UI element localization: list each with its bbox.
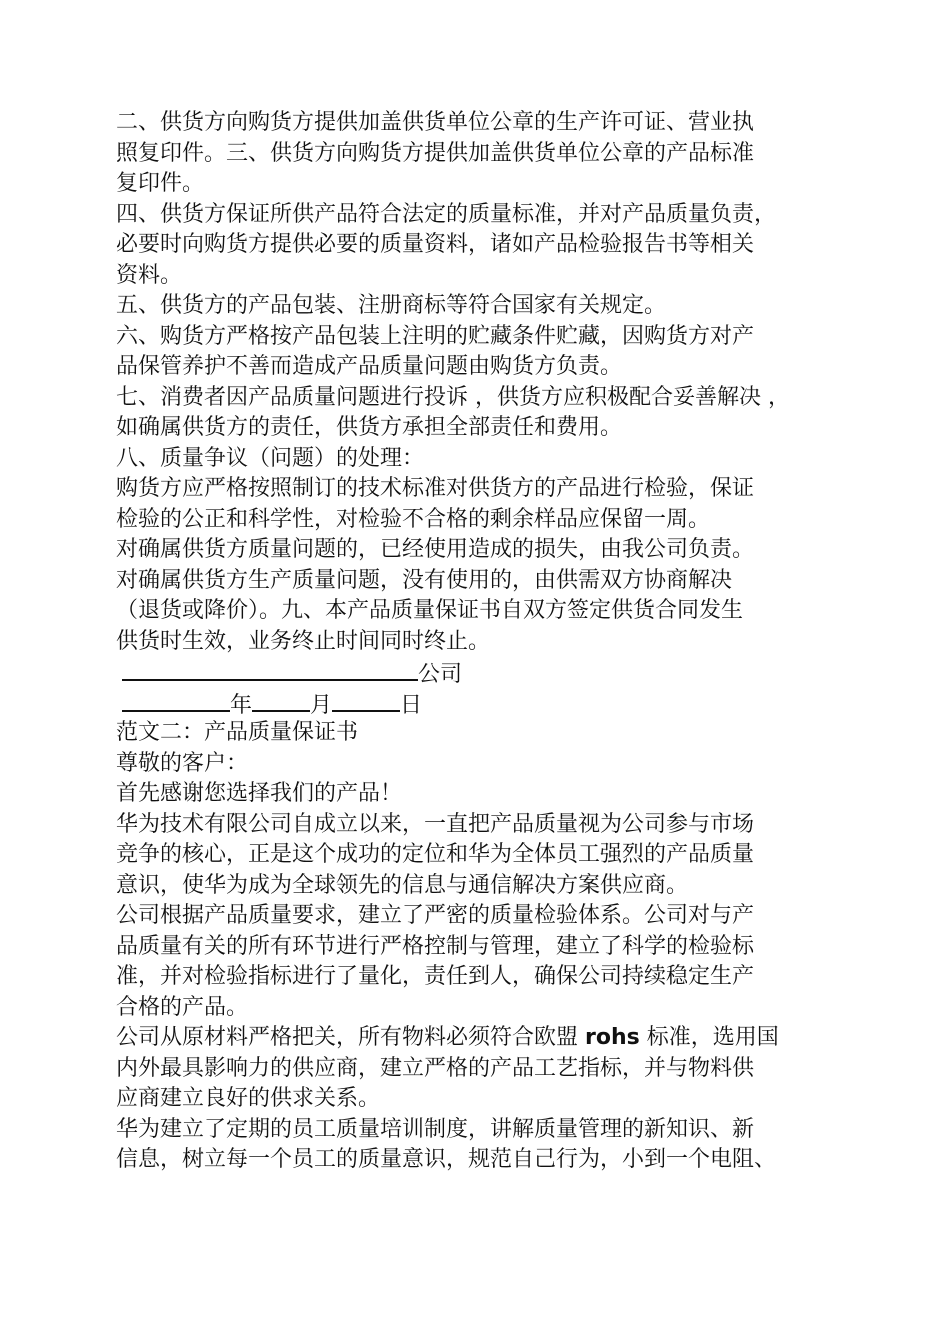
day-label: 日 <box>400 692 423 718</box>
text-line: 照复印件。三、供货方向购货方提供加盖供货单位公章的产品标准 <box>116 140 755 166</box>
text-line: 品质量有关的所有环节进行严格控制与管理，建立了科学的检验标 <box>116 933 755 959</box>
signature-date-line <box>116 688 876 719</box>
year-label: 年 <box>230 692 253 718</box>
rohs-line-before: 公司从原材料严格把关，所有物料必须符合欧盟 <box>116 1025 585 1050</box>
text-line: 五、供货方的产品包装、注册商标等符合国家有关规定。 <box>116 293 667 318</box>
text-line: 竞争的核心，正是这个成功的定位和华为全体员工强烈的产品质量 <box>116 842 755 867</box>
text-line: 公司根据产品质量要求，建立了严密的质量检验体系。公司对与产 <box>116 903 755 928</box>
text-line: 内外最具影响力的供应商，建立严格的产品工艺指标，并与物料供 <box>116 1055 755 1081</box>
year-blank <box>122 688 230 712</box>
text-line: 六、购货方严格按产品包装上注明的贮藏条件贮藏，因购货方对产 <box>116 323 755 349</box>
text-line: 应商建立良好的供求关系。 <box>116 1086 381 1111</box>
text-line: （退货或降价）。九、本产品质量保证书自双方签定供货合同发生 <box>116 598 744 623</box>
company-label: 公司 <box>418 662 463 687</box>
text-line: 供货时生效，业务终止时间同时终止。 <box>116 628 491 654</box>
text-line: 华为建立了定期的员工质量培训制度，讲解质量管理的新知识、新 <box>116 1116 755 1142</box>
text-line: 必要时向购货方提供必要的质量资料，诸如产品检验报告书等相关 <box>116 232 755 257</box>
text-line-rohs <box>116 1023 876 1054</box>
text-line: 华为技术有限公司自成立以来，一直把产品质量视为公司参与市场 <box>116 811 755 837</box>
text-line: 对确属供货方生产质量问题，没有使用的，由供需双方协商解决 <box>116 567 733 593</box>
text-line: 复印件。 <box>116 171 205 196</box>
text-line: 尊敬的客户： <box>116 750 249 776</box>
text-line: 准，并对检验指标进行了量化，责任到人，确保公司持续稳定生产 <box>116 964 755 989</box>
month-label: 月 <box>310 692 333 718</box>
month-blank <box>252 688 310 712</box>
text-line: 二、供货方向购货方提供加盖供货单位公章的生产许可证、营业执 <box>116 110 755 135</box>
section-heading: 范文二：产品质量保证书 <box>116 720 359 745</box>
text-line: 四、供货方保证所供产品符合法定的质量标准，并对产品质量负责， <box>116 201 777 227</box>
day-blank <box>332 688 400 712</box>
document-body <box>116 108 876 1176</box>
text-line: 品保管养护不善而造成产品质量问题由购货方负责。 <box>116 354 623 379</box>
text-line: 意识，使华为成为全球领先的信息与通信解决方案供应商。 <box>116 872 689 898</box>
text-line: 检验的公正和科学性，对检验不合格的剩余样品应保留一周。 <box>116 506 711 532</box>
text-line: 购货方应严格按照制订的技术标准对供货方的产品进行检验，保证 <box>116 476 755 501</box>
rohs-term: rohs <box>585 1025 640 1050</box>
rohs-line-after: 标准，选用国 <box>639 1025 779 1050</box>
text-line: 首先感谢您选择我们的产品！ <box>116 781 403 806</box>
text-line: 七、消费者因产品质量问题进行投诉 ，供货方应积极配合妥善解决 ， <box>116 384 790 410</box>
text-line: 如确属供货方的责任，供货方承担全部责任和费用。 <box>116 415 623 440</box>
signature-company-line <box>116 657 876 688</box>
text-line: 八、质量争议（问题）的处理： <box>116 445 425 471</box>
text-line: 合格的产品。 <box>116 994 249 1020</box>
company-blank <box>122 657 418 681</box>
text-line: 资料。 <box>116 262 183 288</box>
text-line: 信息，树立每一个员工的质量意识，规范自己行为，小到一个电阻、 <box>116 1147 777 1172</box>
text-line: 对确属供货方质量问题的，已经使用造成的损失，由我公司负责。 <box>116 537 755 562</box>
